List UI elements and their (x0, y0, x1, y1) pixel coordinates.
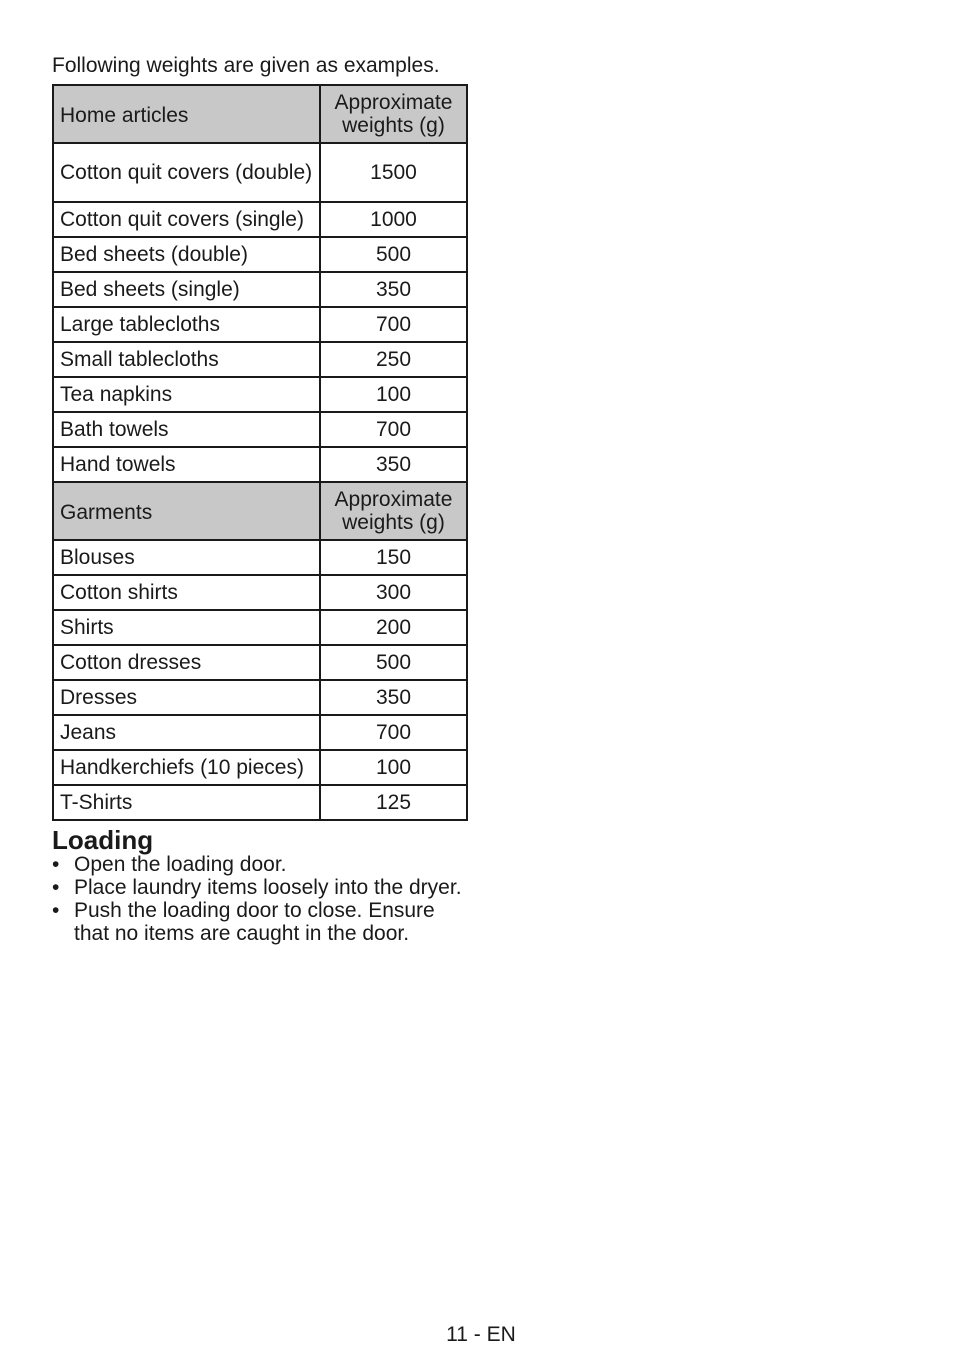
loading-heading: Loading (52, 825, 154, 855)
step-text: Push the loading door to close. Ensure that no items are caught in the door. (74, 899, 435, 945)
header-approx-weight: Approximate weights (g) (320, 482, 467, 540)
bullet-icon: • (52, 899, 60, 922)
table-row (53, 610, 467, 645)
table-row (53, 202, 467, 237)
table-row (53, 575, 467, 610)
item-name: Blouses (53, 540, 320, 575)
weights-table (52, 84, 468, 821)
item-weight: 100 (320, 377, 467, 412)
list-item (52, 899, 472, 945)
item-name: Bed sheets (double) (53, 237, 320, 272)
item-name: Tea napkins (53, 377, 320, 412)
item-weight: 700 (320, 715, 467, 750)
item-weight: 500 (320, 237, 467, 272)
item-weight: 700 (320, 412, 467, 447)
page-number: 11 - EN (446, 1323, 516, 1346)
item-weight: 350 (320, 272, 467, 307)
item-name: Dresses (53, 680, 320, 715)
step-text: Place laundry items loosely into the dryer. (74, 876, 462, 899)
item-weight: 200 (320, 610, 467, 645)
item-name: Cotton quit covers (single) (53, 202, 320, 237)
item-weight: 350 (320, 447, 467, 482)
table-row (53, 540, 467, 575)
table-row (53, 412, 467, 447)
item-weight: 150 (320, 540, 467, 575)
item-name: Cotton shirts (53, 575, 320, 610)
item-weight: 250 (320, 342, 467, 377)
table-row (53, 785, 467, 820)
header-home-articles: Home articles (53, 85, 320, 143)
header-approx-weight: Approximate weights (g) (320, 85, 467, 143)
table-row (53, 750, 467, 785)
item-name: Hand towels (53, 447, 320, 482)
header-garments: Garments (53, 482, 320, 540)
item-name: Small tablecloths (53, 342, 320, 377)
table-row (53, 377, 467, 412)
table-row (53, 237, 467, 272)
item-weight: 100 (320, 750, 467, 785)
item-weight: 125 (320, 785, 467, 820)
intro-text: Following weights are given as examples. (52, 54, 440, 77)
item-weight: 700 (320, 307, 467, 342)
table-row (53, 715, 467, 750)
item-name: Shirts (53, 610, 320, 645)
step-text: Open the loading door. (74, 853, 287, 876)
table-row (53, 680, 467, 715)
item-name: Handkerchiefs (10 pieces) (53, 750, 320, 785)
item-name: Jeans (53, 715, 320, 750)
table-header-garments (53, 482, 467, 540)
item-name: T-Shirts (53, 785, 320, 820)
item-weight: 300 (320, 575, 467, 610)
item-weight: 350 (320, 680, 467, 715)
list-item (52, 876, 472, 899)
table-row (53, 645, 467, 680)
item-name: Bed sheets (single) (53, 272, 320, 307)
table-row (53, 342, 467, 377)
item-weight: 500 (320, 645, 467, 680)
item-weight: 1500 (320, 143, 467, 202)
table-row (53, 143, 467, 202)
item-weight: 1000 (320, 202, 467, 237)
table-row (53, 272, 467, 307)
list-item (52, 853, 472, 876)
bullet-icon: • (52, 876, 60, 899)
item-name: Bath towels (53, 412, 320, 447)
item-name: Cotton quit covers (double) (53, 143, 320, 202)
loading-steps-list (52, 853, 472, 945)
table-row (53, 447, 467, 482)
table-header-home (53, 85, 467, 143)
item-name: Large tablecloths (53, 307, 320, 342)
bullet-icon: • (52, 853, 60, 876)
table-row (53, 307, 467, 342)
item-name: Cotton dresses (53, 645, 320, 680)
